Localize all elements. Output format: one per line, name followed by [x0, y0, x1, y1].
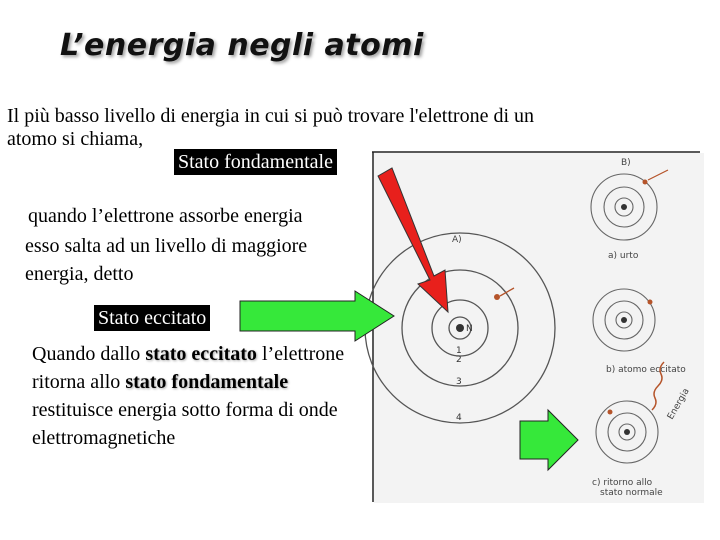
nucleus-b-excited — [621, 317, 627, 323]
level-2-label: 2 — [456, 355, 462, 365]
intro-line-1: Il più basso livello di energia in cui si può trovare l'elettrone di un — [7, 105, 535, 127]
nucleus-label: N — [466, 324, 473, 334]
return-line-3: restituisce energia sotto forma di onde — [32, 399, 338, 421]
return-line-4: elettromagnetiche — [32, 427, 176, 449]
level-1-label: 1 — [456, 346, 462, 356]
caption-b: b) atomo eccitato — [606, 365, 686, 375]
nucleus-b — [621, 204, 627, 210]
wave-label: Energia — [665, 386, 692, 422]
nucleus-c — [624, 429, 630, 435]
level-4-label: 4 — [456, 413, 462, 423]
figure-label-b: B) — [621, 158, 631, 168]
emph-stato-eccitato: stato eccitato — [145, 343, 257, 365]
caption-a: a) urto — [608, 251, 639, 261]
green-arrow-excited — [240, 291, 394, 341]
absorb-line-2: esso salta ad un livello di maggiore — [25, 235, 308, 257]
figure-label-a: A) — [452, 235, 462, 245]
page-title: L’energia negli atomi — [60, 28, 424, 63]
return-line-2: ritorna allo stato fondamentale — [32, 371, 289, 393]
electron-c — [608, 410, 613, 415]
electron-b — [643, 180, 648, 185]
ground-state-box: Stato fondamentale — [174, 149, 337, 175]
electron-a — [494, 294, 500, 300]
caption-c1: c) ritorno allo — [592, 478, 653, 488]
electron-b-excited — [648, 300, 653, 305]
nucleus-a — [456, 324, 464, 332]
absorb-line-3: energia, detto — [25, 263, 134, 285]
caption-c2: stato normale — [600, 488, 663, 498]
emph-stato-fondamentale: stato fondamentale — [125, 371, 289, 393]
return-line-1: Quando dallo stato eccitato l’elettrone — [32, 343, 345, 365]
intro-line-2: atomo si chiama, — [7, 128, 144, 150]
excited-box: Stato eccitato — [94, 305, 210, 331]
absorb-line-1: quando l’elettrone assorbe energia — [28, 205, 303, 227]
level-3-label: 3 — [456, 377, 462, 387]
